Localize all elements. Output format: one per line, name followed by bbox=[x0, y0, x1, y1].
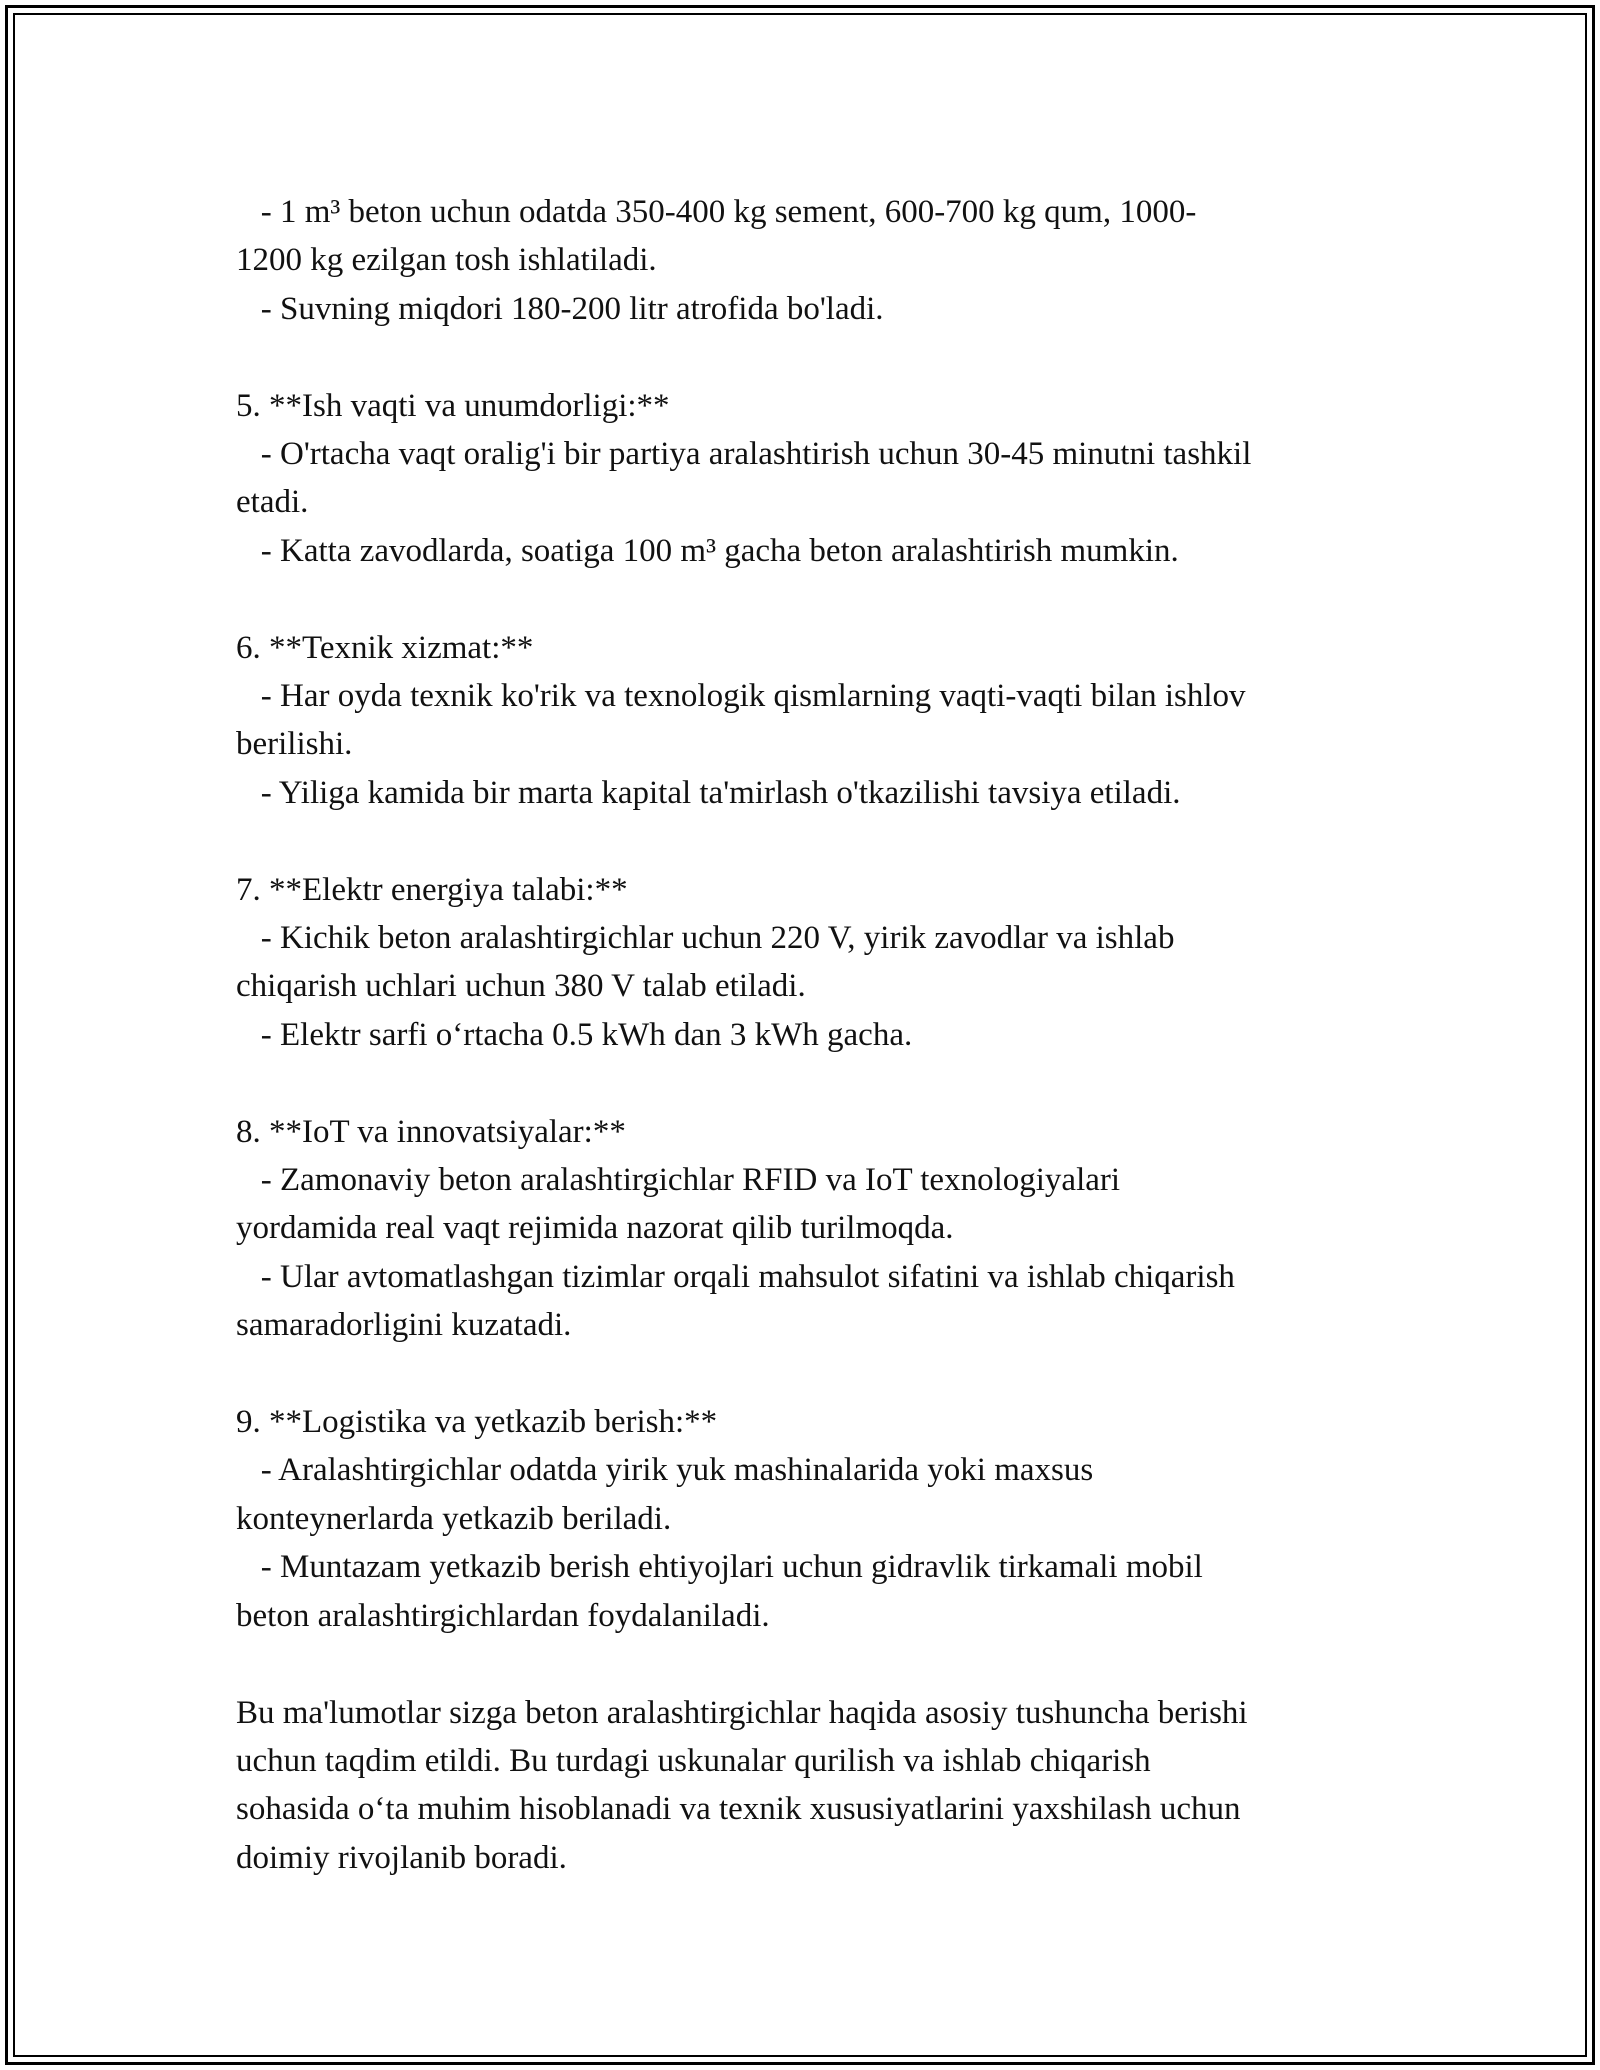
paragraph-gap bbox=[236, 333, 1376, 381]
section-heading: 8. **IoT va innovatsiyalar:** bbox=[236, 1113, 626, 1150]
paragraph-gap bbox=[236, 575, 1376, 623]
section-heading: 7. **Elektr energiya talabi:** bbox=[236, 871, 628, 908]
text-line: - Suvning miqdori 180-200 litr atrofida bo'ladi. bbox=[236, 290, 884, 327]
text-line: samaradorligini kuzatadi. bbox=[236, 1307, 572, 1344]
text-line: - Muntazam yetkazib berish ehtiyojlari uchun gidravlik tirkamali mobil bbox=[236, 1549, 1203, 1586]
text-line: - 1 m³ beton uchun odatda 350-400 kg sement, 600-700 kg qum, 1000- bbox=[236, 194, 1197, 230]
paragraph-gap bbox=[236, 1350, 1376, 1398]
conclusion-line: Bu ma'lumotlar sizga beton aralashtirgichlar haqida asosiy tushuncha berishi bbox=[236, 1694, 1248, 1731]
paragraph-gap bbox=[236, 1640, 1376, 1688]
text-line: - Yiliga kamida bir marta kapital ta'mirlash o'tkazilishi tavsiya etiladi. bbox=[236, 774, 1181, 811]
text-line: - Har oyda texnik ko'rik va texnologik qismlarning vaqti-vaqti bilan ishlov bbox=[236, 678, 1246, 715]
paragraph-gap bbox=[236, 1059, 1376, 1107]
paragraph-gap bbox=[236, 817, 1376, 865]
conclusion-line: sohasida o‘ta muhim hisoblanadi va texnik xususiyatlarini yaxshilash uchun bbox=[236, 1791, 1241, 1828]
section-heading: 9. **Logistika va yetkazib berish:** bbox=[236, 1404, 718, 1441]
text-line: - Aralashtirgichlar odatda yirik yuk mashinalarida yoki maxsus bbox=[236, 1452, 1094, 1489]
text-line: konteynerlarda yetkazib beriladi. bbox=[236, 1500, 672, 1537]
text-line: - Ular avtomatlashgan tizimlar orqali mahsulot sifatini va ishlab chiqarish bbox=[236, 1258, 1235, 1295]
text-line: beton aralashtirgichlardan foydalaniladi. bbox=[236, 1597, 770, 1634]
section-heading: 5. **Ish vaqti va unumdorligi:** bbox=[236, 387, 670, 424]
conclusion-line: uchun taqdim etildi. Bu turdagi uskunalar qurilish va ishlab chiqarish bbox=[236, 1742, 1151, 1779]
document-body bbox=[236, 188, 1376, 1882]
text-line: chiqarish uchlari uchun 380 V talab etiladi. bbox=[236, 968, 806, 1005]
text-line: berilishi. bbox=[236, 726, 353, 763]
text-line: etadi. bbox=[236, 484, 309, 521]
text-line: 1200 kg ezilgan tosh ishlatiladi. bbox=[236, 242, 657, 279]
text-line: - Kichik beton aralashtirgichlar uchun 220 V, yirik zavodlar va ishlab bbox=[236, 920, 1175, 957]
section-heading: 6. **Texnik xizmat:** bbox=[236, 629, 534, 666]
text-line: - O'rtacha vaqt oralig'i bir partiya aralashtirish uchun 30-45 minutni tashkil bbox=[236, 436, 1252, 473]
text-line: - Katta zavodlarda, soatiga 100 m³ gacha beton aralashtirish mumkin. bbox=[236, 532, 1179, 569]
text-line: - Zamonaviy beton aralashtirgichlar RFID va IoT texnologiyalari bbox=[236, 1162, 1121, 1199]
text-line: yordamida real vaqt rejimida nazorat qilib turilmoqda. bbox=[236, 1210, 954, 1247]
conclusion-line: doimiy rivojlanib boradi. bbox=[236, 1839, 567, 1876]
text-line: - Elektr sarfi o‘rtacha 0.5 kWh dan 3 kWh gacha. bbox=[236, 1016, 913, 1053]
